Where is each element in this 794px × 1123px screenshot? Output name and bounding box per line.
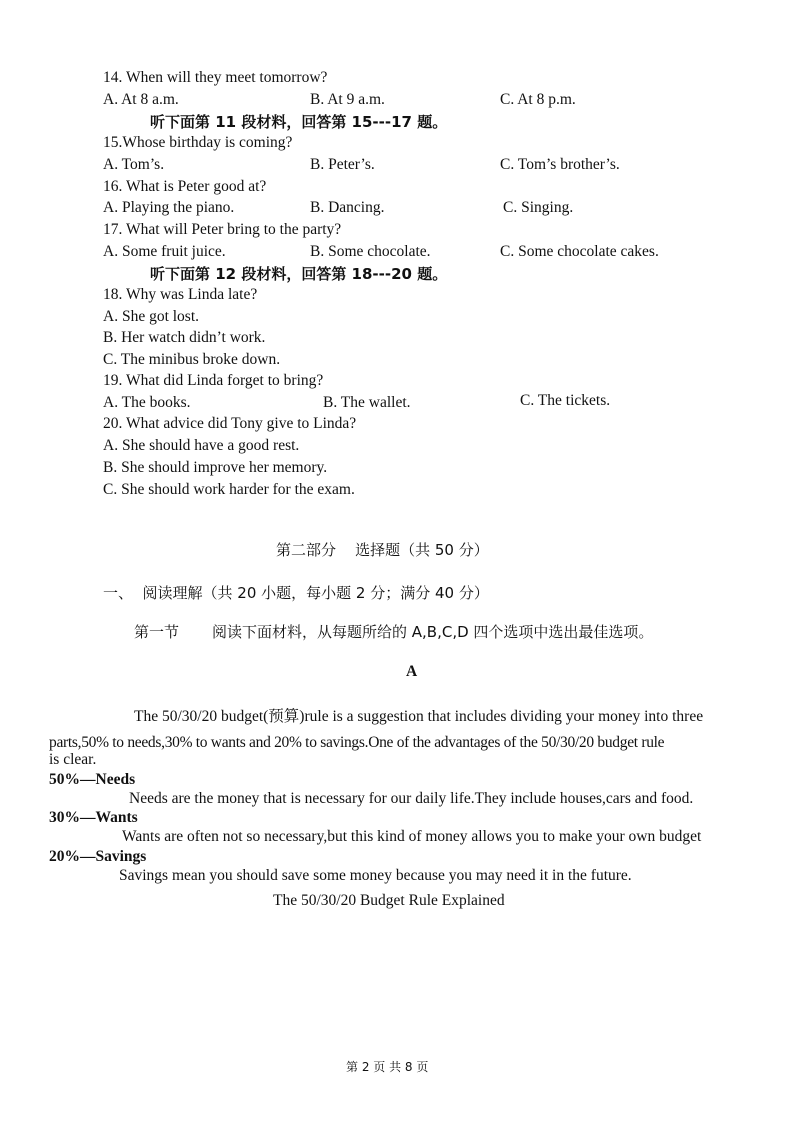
passage-caption: The 50/30/20 Budget Rule Explained [273,892,505,909]
option-c: C. The tickets. [520,392,611,409]
wants-text: Wants are often not so necessary,but this kind of money allows you to make your own budget [122,828,702,845]
question-18: 18. Why was Linda late? [103,286,258,303]
question-15: 15.Whose birthday is coming? [103,134,293,151]
subsection-label: 第一节 [134,623,180,641]
passage-intro-line: The 50/30/20 budget(预算)rule is a suggestion that includes dividing your money into three [134,708,704,725]
question-19: 19. What did Linda forget to bring? [103,372,324,389]
savings-heading: 20%—Savings [49,848,147,865]
option-c: C. She should work harder for the exam. [103,481,355,498]
option-b: B. Her watch didn’t work. [103,329,266,346]
option-a: A. At 8 a.m. [103,91,179,108]
section-title: 一、 阅读理解（共 20 小题，每小题 2 分；满分 40 分） [103,584,489,602]
option-a: A. Tom’s. [103,156,165,173]
passage-label: A [406,663,418,680]
question-17: 17. What will Peter bring to the party? [103,221,342,238]
option-b: B. At 9 a.m. [310,91,385,108]
needs-heading: 50%—Needs [49,771,136,788]
option-a: A. She should have a good rest. [103,437,300,454]
option-b: B. She should improve her memory. [103,459,328,476]
savings-text: Savings mean you should save some money because you may need it in the future. [119,867,632,884]
option-a: A. Some fruit juice. [103,243,226,260]
passage-intro-line: parts,50% to needs,30% to wants and 20% to savings.One of the advantages of the 50/30/20 budget rule [49,734,665,751]
option-b: B. Some chocolate. [310,243,431,260]
needs-text: Needs are the money that is necessary for our daily life.They include houses,cars and food. [129,790,694,807]
option-a: A. Playing the piano. [103,199,235,216]
option-a: A. The books. [103,394,191,411]
option-c: C. Some chocolate cakes. [500,243,659,260]
passage-intro-line: is clear. [49,751,97,768]
subsection-instruction: 阅读下面材料，从每题所给的 A,B,C,D 四个选项中选出最佳选项。 [212,623,654,641]
question-16: 16. What is Peter good at? [103,178,267,195]
option-c: C. The minibus broke down. [103,351,281,368]
option-c: C. At 8 p.m. [500,91,576,108]
option-a: A. She got lost. [103,308,200,325]
option-b: B. The wallet. [323,394,411,411]
page-footer: 第 2 页 共 8 页 [346,1060,429,1074]
part-title: 第二部分 选择题（共 50 分） [276,541,489,559]
listening-instruction: 听下面第 11 段材料，回答第 15---17 题。 [150,113,448,131]
question-14: 14. When will they meet tomorrow? [103,69,328,86]
option-c: C. Tom’s brother’s. [500,156,620,173]
wants-heading: 30%—Wants [49,809,138,826]
option-c: C. Singing. [503,199,574,216]
listening-instruction: 听下面第 12 段材料，回答第 18---20 题。 [150,265,448,283]
option-b: B. Peter’s. [310,156,375,173]
option-b: B. Dancing. [310,199,385,216]
question-20: 20. What advice did Tony give to Linda? [103,415,357,432]
